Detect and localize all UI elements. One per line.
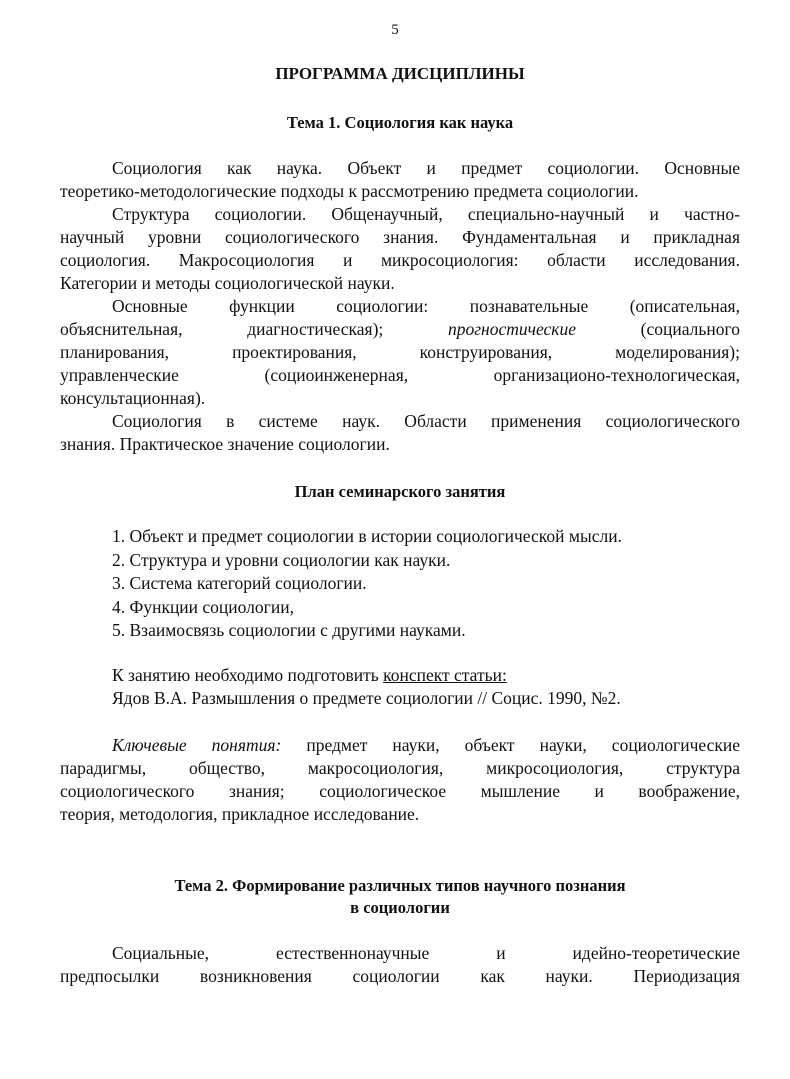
seminar-heading: План семинарского занятия — [294, 482, 506, 501]
topic2-p1-line2: предпосылки возникновения социологии как науки. Периодизация — [60, 966, 740, 986]
key-line1 — [60, 734, 740, 757]
reference: Ядов В.А. Размышления о предмете социологии // Социс. 1990, №2. — [112, 688, 621, 708]
topic1-p4-line1: Социология в системе наук. Области применения социологического — [112, 411, 740, 431]
topic1-p3-line3: планирования, проектирования, конструирования, моделирования); — [60, 342, 740, 362]
key-concepts — [60, 734, 740, 826]
prognostic-term: прогностические — [447, 319, 576, 339]
topic1-p2-line3: социология. Макросоциология и микросоциология: области исследования. — [60, 250, 740, 270]
list-item: 5. Взаимосвязь социологии с другими науками. — [112, 620, 466, 640]
topic1-p4-line2: знания. Практическое значение социологии. — [60, 434, 390, 454]
prep-text: К занятию необходимо подготовить — [112, 665, 384, 685]
key-line4: теория, методология, прикладное исследование. — [60, 804, 420, 824]
topic2-p1-line1: Социальные, естественнонаучные и идейно-теоретические — [112, 943, 740, 963]
topic1-p2-line4: Категории и методы социологической науки. — [60, 273, 395, 293]
topic1-p3-line5: консультационная). — [60, 388, 206, 408]
topic2-heading — [60, 875, 740, 919]
topic1-p1-line2: теоретико-методологические подходы к рассмотрению предмета социологии. — [60, 181, 639, 201]
topic1-p3-line2 — [60, 318, 740, 341]
topic1-p3-line1: Основные функции социологии: познавательные (описательная, — [112, 296, 740, 316]
key-label: Ключевые понятия: — [112, 735, 282, 755]
topic1-p3-line4: управленческие (социоинженерная, организационо-технологическая, — [60, 365, 740, 385]
list-item: 3. Система категорий социологии. — [112, 573, 367, 593]
preparation-note — [60, 664, 740, 710]
topic1-heading: Тема 1. Социология как наука — [286, 113, 514, 132]
list-item: 4. Функции социологии, — [112, 596, 294, 617]
topic1-body — [60, 157, 740, 456]
functions-text: (социального — [575, 319, 740, 339]
prep-line — [60, 664, 740, 687]
page-title: ПРОГРАММА ДИСЦИПЛИНЫ — [275, 64, 525, 83]
list-item: 2. Структура и уровни социологии как науки. — [112, 549, 451, 570]
topic1-p2-line2: научный уровни социологического знания. Фундаментальная и прикладная — [60, 227, 740, 247]
key-text: предмет науки, объект науки, социологические — [281, 735, 741, 755]
key-line2: парадигмы, общество, макросоциология, микросоциология, структура — [60, 758, 740, 778]
topic2-heading-line2: в социологии — [350, 898, 450, 917]
topic1-p1-line1: Социология как наука. Объект и предмет социологии. Основные — [112, 158, 740, 178]
list-item: 1. Объект и предмет социологии в истории социологической мысли. — [112, 526, 622, 546]
key-line3: социологического знания; социологическое мышление и воображение, — [60, 781, 740, 801]
topic1-p2-line1: Структура социологии. Общенаучный, специально-научный и частно- — [112, 204, 740, 224]
topic2-heading-line1: Тема 2. Формирование различных типов научного познания — [174, 876, 626, 895]
topic2-body — [60, 942, 740, 988]
prep-underlined: конспект статьи: — [383, 665, 507, 685]
functions-text: объяснительная, диагностическая); — [60, 319, 448, 339]
page-number: 5 — [391, 22, 399, 38]
seminar-list — [60, 525, 740, 643]
